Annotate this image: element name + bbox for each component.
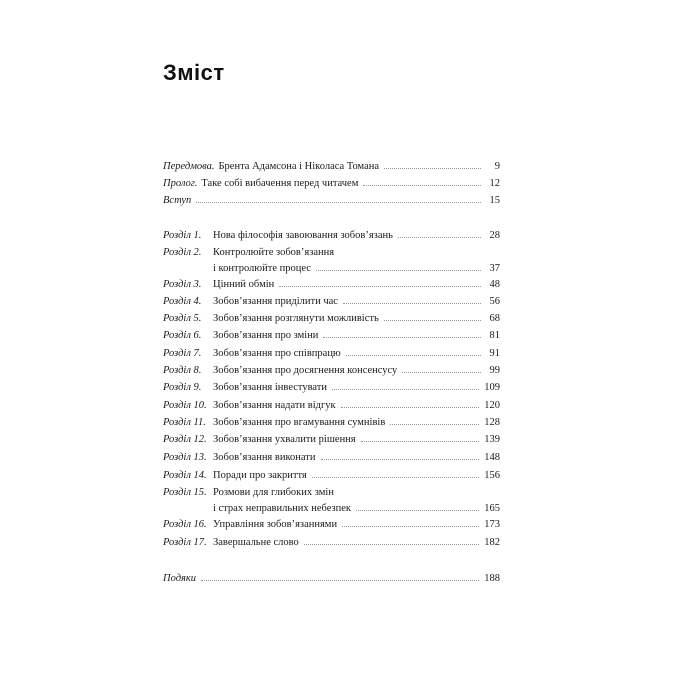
toc-label: Розділ 12.	[163, 434, 207, 445]
toc-page: 109	[484, 382, 500, 393]
toc-entry-chapter-12[interactable]	[163, 431, 500, 449]
toc-text: Розмови для глибоких змін	[213, 487, 334, 498]
toc-page: 28	[489, 230, 500, 241]
toc-page: 48	[489, 279, 500, 290]
toc-entry-chapter-11[interactable]	[163, 414, 500, 432]
toc-label: Розділ 9.	[163, 382, 202, 393]
toc-page: 156	[484, 470, 500, 481]
toc-text: Зобов’язання про досягнення консенсусу	[213, 365, 398, 376]
toc-text: Зобов’язання інвестувати	[213, 382, 328, 393]
toc-text-continued: і контролюйте процес	[213, 263, 311, 274]
toc-entry-chapter-5[interactable]	[163, 310, 500, 328]
toc-page: 91	[489, 348, 500, 359]
toc-text: Поради про закриття	[213, 470, 307, 481]
toc-text: Нова філософія завоювання зобов’язань	[213, 230, 393, 241]
toc-page: 165	[484, 503, 500, 514]
toc-label: Розділ 3.	[163, 279, 202, 290]
toc-label: Пролог.	[163, 178, 198, 189]
leader-dots	[390, 423, 479, 425]
toc-label: Розділ 14.	[163, 470, 207, 481]
toc-entry-chapter-14[interactable]	[163, 467, 500, 485]
toc-text-continued: і страх неправильних небезпек	[213, 503, 352, 514]
toc-label: Вступ	[163, 195, 192, 206]
toc-page: 99	[489, 365, 500, 376]
toc-page: 128	[484, 417, 500, 428]
toc-entry-chapter-17[interactable]	[163, 534, 500, 552]
leader-dots	[196, 201, 481, 203]
toc-entry-chapter-1[interactable]	[163, 227, 500, 245]
leader-dots	[356, 509, 479, 511]
toc-entry-chapter-16[interactable]	[163, 516, 500, 534]
toc-page: 173	[484, 519, 500, 530]
toc-label: Розділ 13.	[163, 452, 207, 463]
leader-dots	[363, 184, 481, 186]
toc-label: Розділ 16.	[163, 519, 207, 530]
toc-entry-intro[interactable]	[163, 192, 500, 210]
leader-dots	[201, 579, 479, 581]
toc-label: Розділ 6.	[163, 330, 202, 341]
toc-label: Розділ 8.	[163, 365, 202, 376]
toc-label: Розділ 1.	[163, 230, 202, 241]
toc-text: Зобов’язання ухвалити рішення	[213, 434, 356, 445]
toc-label: Розділ 4.	[163, 296, 202, 307]
toc-text: Контролюйте зобов’язання	[213, 247, 335, 258]
leader-dots	[321, 458, 480, 460]
toc-label: Розділ 2.	[163, 247, 202, 258]
leader-dots	[279, 285, 481, 287]
toc-entry-chapter-10[interactable]	[163, 397, 500, 415]
toc-entry-chapter-9[interactable]	[163, 379, 500, 397]
toc-text: Зобов’язання надати відгук	[213, 400, 336, 411]
toc-entry-acknowledgements[interactable]	[163, 570, 500, 588]
toc-text: Завершальне слово	[213, 537, 299, 548]
toc-text: Зобов’язання про вгамування сумнівів	[213, 417, 386, 428]
toc-label: Подяки	[163, 573, 197, 584]
toc-page: 68	[489, 313, 500, 324]
toc-entry-chapter-6[interactable]	[163, 327, 500, 345]
leader-dots	[361, 440, 480, 442]
toc-page: 12	[489, 178, 500, 189]
toc-page: 182	[484, 537, 500, 548]
toc-page: 81	[489, 330, 500, 341]
toc-label: Розділ 11.	[163, 417, 206, 428]
toc-label: Розділ 17.	[163, 537, 207, 548]
toc-label: Розділ 7.	[163, 348, 202, 359]
leader-dots	[343, 302, 481, 304]
toc-page: 56	[489, 296, 500, 307]
leader-dots	[323, 336, 481, 338]
leader-dots	[384, 319, 481, 321]
toc-text: Зобов’язання про зміни	[213, 330, 319, 341]
toc-text: Таке собі вибачення перед читачем	[201, 178, 359, 189]
toc-entry-chapter-15[interactable]	[163, 484, 500, 516]
toc-label: Розділ 15.	[163, 487, 207, 498]
leader-dots	[332, 388, 479, 390]
toc-page: 15	[489, 195, 500, 206]
toc-entry-prologue[interactable]	[163, 175, 500, 193]
toc-entry-chapter-2[interactable]	[163, 244, 500, 276]
toc-page: 120	[484, 400, 500, 411]
toc-label: Розділ 10.	[163, 400, 207, 411]
toc-page: 9	[494, 161, 500, 172]
toc-text: Брента Адамсона і Ніколаса Томана	[218, 161, 380, 172]
toc-entry-foreword[interactable]	[163, 158, 500, 176]
leader-dots	[346, 354, 481, 356]
toc-entry-chapter-3[interactable]	[163, 276, 500, 294]
toc-label: Передмова.	[163, 161, 215, 172]
leader-dots	[384, 167, 481, 169]
toc-entry-chapter-13[interactable]	[163, 449, 500, 467]
toc-entry-chapter-7[interactable]	[163, 345, 500, 363]
toc-text: Зобов’язання про співпрацю	[213, 348, 341, 359]
toc-text: Цінний обмін	[213, 279, 275, 290]
leader-dots	[316, 269, 481, 271]
toc-page: 188	[484, 573, 500, 584]
toc-page: 37	[489, 263, 500, 274]
toc-text: Зобов’язання приділити час	[213, 296, 338, 307]
leader-dots	[402, 371, 481, 373]
toc-label: Розділ 5.	[163, 313, 202, 324]
toc-text: Зобов’язання розглянути можливість	[213, 313, 379, 324]
page-title: Зміст	[163, 60, 225, 85]
leader-dots	[398, 236, 481, 238]
leader-dots	[312, 476, 480, 478]
leader-dots	[341, 406, 480, 408]
toc-text: Зобов’язання виконати	[213, 452, 316, 463]
toc-entry-chapter-4[interactable]	[163, 293, 500, 311]
toc-page: 148	[484, 452, 500, 463]
toc-entry-chapter-8[interactable]	[163, 362, 500, 380]
leader-dots	[304, 543, 479, 545]
toc-page: 139	[484, 434, 500, 445]
leader-dots	[342, 525, 479, 527]
toc-text: Управління зобов’язаннями	[213, 519, 338, 530]
